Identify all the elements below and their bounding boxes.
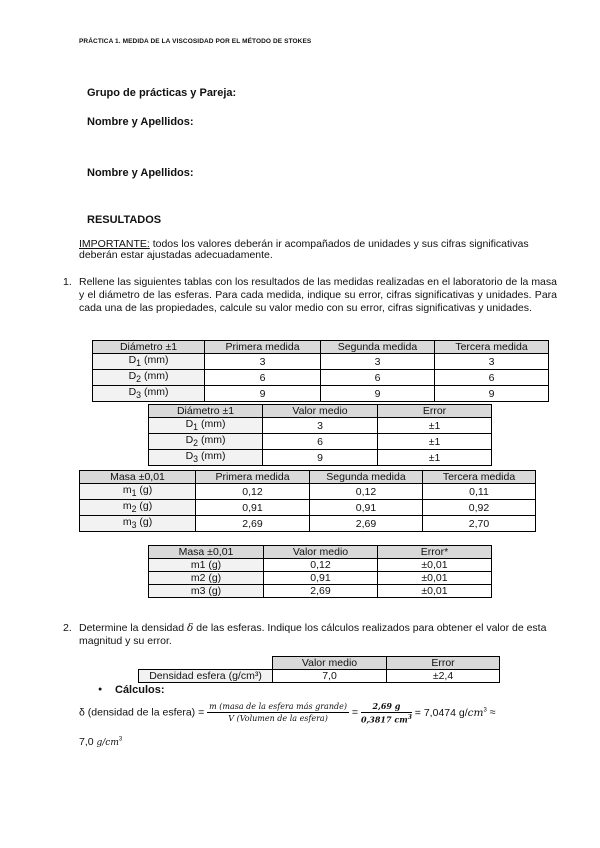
table-row <box>149 559 492 572</box>
table-header-cell: Tercera medida <box>423 471 536 484</box>
formula-final: 7,0 $g/cm^3$ <box>79 736 123 748</box>
grupo-label: Grupo de prácticas y Pareja: <box>87 87 237 99</box>
table-header-cell: Diámetro ±1 <box>93 341 205 354</box>
row-label: $m_2$ (g) <box>80 500 196 516</box>
row-label: Densidad esfera (g/cm³) <box>139 670 273 683</box>
table-row <box>93 370 549 386</box>
table-row <box>149 572 492 585</box>
important-note <box>79 239 554 261</box>
row-label: $D_3$ (mm) <box>149 450 263 466</box>
table-cell: 2,69 <box>264 585 378 598</box>
table-row <box>139 670 500 683</box>
table-cell: 0,12 <box>264 559 378 572</box>
nombre-label-1: Nombre y Apellidos: <box>87 116 194 128</box>
table-cell: ±1 <box>378 434 492 450</box>
table-row <box>149 450 492 466</box>
page-header: PRÁCTICA 1. MEDIDA DE LA VISCOSIDAD POR EL MÉTODO DE STOKES <box>79 38 312 45</box>
table-cell: 9 <box>263 450 378 466</box>
table-cell: 9 <box>435 386 549 402</box>
table-row <box>80 516 536 532</box>
table-header-cell: Valor medio <box>264 546 378 559</box>
row-label: $m_3$ (g) <box>80 516 196 532</box>
delta-symbol: δ <box>186 622 194 634</box>
q2-number: 2. <box>63 622 72 634</box>
table-header-row <box>149 405 492 418</box>
table-row <box>149 434 492 450</box>
table-cell: ±0,01 <box>378 559 492 572</box>
table-row <box>93 354 549 370</box>
table-header-cell: Valor medio <box>273 657 387 670</box>
resultados-heading: RESULTADOS <box>87 214 162 226</box>
mass-measures-table <box>79 470 536 532</box>
diameter-measures-table <box>92 340 549 402</box>
table-cell: 0,91 <box>196 500 310 516</box>
table-cell: 0,11 <box>423 484 536 500</box>
diameter-mean-table <box>148 404 492 466</box>
bullet-icon: ● <box>98 686 103 693</box>
table-cell: 9 <box>205 386 321 402</box>
table-cell: 7,0 <box>273 670 387 683</box>
table-header-cell: Error* <box>378 546 492 559</box>
table-header-cell: Error <box>387 657 500 670</box>
nombre-label-2: Nombre y Apellidos: <box>87 167 194 179</box>
table-header-cell: Tercera medida <box>435 341 549 354</box>
density-formula: δ (densidad de la esfera) = $\frac{\text{m (masa de la esfera más grande)}}{\text{V (Volumen de la esfera)}}$ = $\frac{2,69 g}{0,3817 cm^3}$ = 7,0474 $g/cm^3$ ≈ <box>79 701 496 725</box>
table-cell: ±2,4 <box>387 670 500 683</box>
table-header-row <box>93 341 549 354</box>
table-cell: 6 <box>205 370 321 386</box>
table-cell: ±1 <box>378 450 492 466</box>
table-row <box>80 500 536 516</box>
table-cell: 2,69 <box>310 516 423 532</box>
formula-fraction-1: $\frac{\text{m (masa de la esfera más grande)}}{\text{V (Volumen de la esfera)}}$ <box>209 702 347 724</box>
table-row <box>149 585 492 598</box>
table-cell: 0,12 <box>310 484 423 500</box>
row-label: $m_1$ (g) <box>80 484 196 500</box>
table-cell: 3 <box>263 418 378 434</box>
table-header-cell: Primera medida <box>196 471 310 484</box>
row-label: $D_3$ (mm) <box>93 386 205 402</box>
calculos-label: Cálculos: <box>115 684 165 696</box>
table-cell: 0,91 <box>264 572 378 585</box>
empty-corner <box>139 657 273 670</box>
row-label: m3 (g) <box>149 585 264 598</box>
row-label: m1 (g) <box>149 559 264 572</box>
table-header-row <box>139 657 500 670</box>
important-text: todos los valores deberán ir acompañados de unidades y sus cifras significativas deberán estar ajustadas adecuadamente. <box>79 238 529 261</box>
table-header-cell: Error <box>378 405 492 418</box>
row-label: $D_2$ (mm) <box>149 434 263 450</box>
table-header-cell: Diámetro ±1 <box>149 405 263 418</box>
table-header-row <box>80 471 536 484</box>
table-header-cell: Masa ±0,01 <box>80 471 196 484</box>
row-label: m2 (g) <box>149 572 264 585</box>
table-cell: 6 <box>321 370 435 386</box>
table-cell: ±0,01 <box>378 572 492 585</box>
table-cell: 0,12 <box>196 484 310 500</box>
table-header-cell: Primera medida <box>205 341 321 354</box>
q1-number: 1. <box>63 276 72 288</box>
table-cell: ±0,01 <box>378 585 492 598</box>
important-label: IMPORTANTE: <box>79 238 150 250</box>
q2-text: Determine la densidad δ de las esferas. Indique los cálculos realizados para obtener el valor de esta magnitud y su error. <box>79 622 547 647</box>
table-row <box>149 418 492 434</box>
table-cell: ±1 <box>378 418 492 434</box>
table-cell: 3 <box>321 354 435 370</box>
table-cell: 2,69 <box>196 516 310 532</box>
table-cell: 6 <box>435 370 549 386</box>
mass-mean-table <box>148 545 492 598</box>
table-cell: 6 <box>263 434 378 450</box>
table-header-cell: Segunda medida <box>310 471 423 484</box>
table-header-row <box>149 546 492 559</box>
row-label: $D_2$ (mm) <box>93 370 205 386</box>
formula-fraction-2: $\frac{2,69 g}{0,3817 cm^3}$ <box>360 701 412 725</box>
density-table <box>138 656 500 683</box>
table-header-cell: Masa ±0,01 <box>149 546 264 559</box>
table-header-cell: Valor medio <box>263 405 378 418</box>
formula-result: = 7,0474 $g/cm^3$ <box>414 706 487 719</box>
formula-lhs: δ (densidad de la esfera) = <box>79 706 205 719</box>
table-header-cell: Segunda medida <box>321 341 435 354</box>
table-cell: 9 <box>321 386 435 402</box>
table-cell: 3 <box>205 354 321 370</box>
table-cell: 3 <box>435 354 549 370</box>
table-cell: 0,91 <box>310 500 423 516</box>
table-row <box>80 484 536 500</box>
table-cell: 0,92 <box>423 500 536 516</box>
q1-text: Rellene las siguientes tablas con los resultados de las medidas realizadas en el laboratorio de la masa y el diámetro de las esferas. Para cada medida, indique su error, cifras significativas y unidades. Para cada una de las propiedades, calcule su valor medio con su error, cifras significativas y unidades. <box>79 276 557 314</box>
table-row <box>93 386 549 402</box>
row-label: $D_1$ (mm) <box>149 418 263 434</box>
row-label: $D_1$ (mm) <box>93 354 205 370</box>
table-cell: 2,70 <box>423 516 536 532</box>
